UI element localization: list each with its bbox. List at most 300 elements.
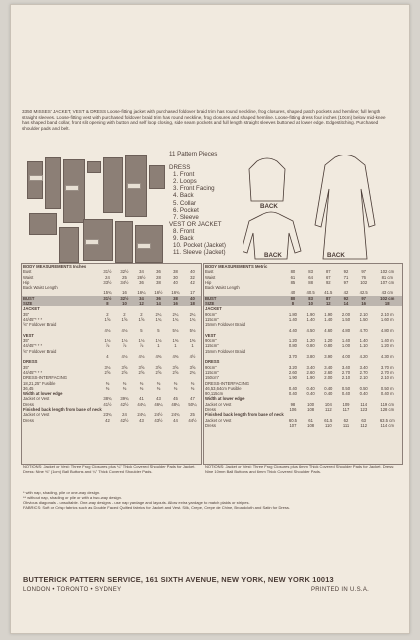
row-value: 3⅝: [155, 364, 162, 370]
row-value: 0.50 m: [380, 385, 394, 391]
row-value: 1¾: [155, 316, 162, 322]
row-value: 18: [373, 301, 402, 306]
row-value: 1.00: [341, 343, 351, 349]
row-value: 2⅝: [121, 369, 128, 375]
row-value: 64: [308, 274, 313, 280]
row-value: ⅜: [105, 385, 110, 391]
section-title: VEST: [23, 332, 34, 338]
row-value: 31½: [99, 296, 116, 301]
row-value: 0.80: [324, 343, 333, 349]
row-label: 90cm": [205, 311, 217, 317]
dress-piece: 3. Front Facing: [173, 185, 215, 193]
dress-back-sketch: [315, 155, 375, 259]
row-label: 115cm": [205, 316, 219, 322]
section-title: DRESS: [205, 359, 220, 365]
row-value: 102 cm: [380, 269, 395, 275]
row-value: 2: [123, 311, 126, 317]
row-value: 4.20: [359, 354, 368, 360]
row-value: 34½: [120, 279, 129, 285]
row-label: 36,45: [23, 385, 34, 391]
row-value: 0.40: [288, 385, 298, 391]
row-label: Dress: [23, 401, 34, 407]
row-label: Back Waist Length: [23, 285, 58, 291]
row-value: 18: [184, 301, 201, 306]
pattern-piece: [149, 165, 165, 189]
row-value: 0.40: [341, 391, 351, 397]
row-value: 3.90: [324, 354, 333, 360]
pattern-piece: [59, 227, 79, 263]
row-value: 42: [190, 279, 195, 285]
table-title: BODY MEASUREMENTS Inches: [23, 264, 87, 269]
row-value: 128 cm: [380, 407, 395, 413]
row-value: 5⅛: [189, 327, 196, 333]
row-value: 87: [319, 296, 337, 301]
row-value: 76: [361, 274, 367, 280]
row-value: 3.40: [341, 364, 351, 370]
row-value: 46¼: [154, 401, 163, 407]
row-value: ⅜: [139, 385, 144, 391]
dress-piece: 1. Front: [173, 171, 195, 179]
notions-metric: NOTIONS: Jacket or Vest: Three Frog Closures plus 6mm Thick Covered Shoulder Pads for Jacket. Dress: Nine 10mm Ball Buttons and 6mm Thick Covered Shoulder Pads.: [205, 464, 395, 474]
row-value: 47: [190, 396, 195, 402]
row-value: 38¾: [103, 396, 112, 402]
row-label: 44/45"* * *: [23, 343, 43, 349]
row-value: 40: [290, 290, 296, 296]
row-value: 4.80 m: [380, 327, 394, 333]
row-value: 2.60: [288, 369, 298, 375]
row-label: 115cm": [205, 343, 219, 349]
row-value: 2.60: [324, 369, 333, 375]
piece-number-tag: [127, 183, 141, 189]
row-value: 119 cm: [380, 401, 394, 407]
row-value: 2: [140, 311, 143, 317]
row-value: 81 cm: [381, 274, 393, 280]
pattern-piece: [115, 221, 133, 263]
row-value: 30: [173, 274, 178, 280]
row-value: 3.70: [288, 354, 298, 360]
pattern-envelope-back: [10, 4, 410, 634]
row-label: 18,21,25" Fusible: [23, 380, 56, 386]
row-value: 3⅛: [104, 364, 111, 370]
pattern-piece: [29, 213, 57, 235]
row-value: 0.80: [288, 343, 298, 349]
row-value: 2.00: [324, 375, 333, 381]
row-value: 2.70 m: [380, 369, 394, 375]
row-value: 1.40: [288, 316, 298, 322]
row-value: 112: [360, 422, 368, 428]
row-value: 97: [343, 279, 349, 285]
row-value: 2¼: [155, 311, 162, 317]
row-value: 16¼: [137, 290, 146, 296]
row-value: 108: [307, 422, 315, 428]
row-value: 40.5: [306, 290, 315, 296]
row-value: 1.40: [341, 338, 351, 344]
row-value: 10: [302, 301, 320, 306]
notions-inches: NOTIONS: Jacket or Vest: Three Frog Closures plus ¼" Thick Covered Shoulder Pads for Jacket. Dress: Nine ⅜" (1cm) Ball Buttons and ¼" Thick Covered Shoulder Pads.: [23, 464, 196, 474]
row-value: ⅜: [105, 380, 110, 386]
row-value: 114: [360, 401, 368, 407]
row-label: 35": [23, 338, 30, 344]
row-value: 4.40: [288, 327, 298, 333]
row-value: 0.40: [288, 391, 298, 397]
row-value: 4⅛: [121, 354, 128, 360]
row-value: 0.50: [359, 385, 368, 391]
row-value: 24: [105, 274, 110, 280]
row-value: 8: [99, 301, 116, 306]
row-value: 2.10: [359, 311, 368, 317]
row-label: SIZE: [204, 301, 284, 306]
row-value: 43 cm: [381, 290, 393, 296]
row-value: 16: [167, 301, 184, 306]
row-value: 1.20: [288, 338, 298, 344]
row-value: 39¾: [120, 396, 129, 402]
row-value: 24½: [154, 412, 163, 418]
inches-table: [21, 263, 202, 465]
table-row: [204, 423, 402, 428]
dress-piece: 6. Pocket: [173, 206, 199, 214]
row-value: 4: [106, 354, 109, 360]
row-value: 16¾: [171, 290, 180, 296]
row-value: 63: [361, 417, 367, 423]
section-title: DRESS: [23, 359, 38, 365]
row-value: ⅜: [190, 385, 195, 391]
row-value: 2.10 m: [380, 375, 394, 381]
row-value: 1.60 m: [380, 316, 394, 322]
piece-number-tag: [137, 243, 151, 249]
row-value: 63.5 cm: [379, 417, 395, 423]
row-value: 2⅝: [104, 369, 111, 375]
row-value: 1.90: [306, 311, 315, 317]
row-value: 50¼: [188, 401, 197, 407]
row-label: 115cm": [205, 369, 219, 375]
row-value: 102 cm: [373, 296, 402, 301]
row-value: 83: [308, 269, 313, 275]
back-label-jacket: BACK: [264, 252, 282, 259]
section-title: Width at lower edge: [205, 396, 245, 402]
row-value: 41: [139, 396, 144, 402]
dress-piece: 2. Loops: [173, 178, 197, 186]
row-value: 3⅝: [189, 364, 196, 370]
row-value: 24: [122, 412, 127, 418]
row-value: 38: [167, 296, 184, 301]
table-row: [22, 418, 201, 423]
footnotes: [23, 491, 399, 511]
row-value: 3.40: [306, 364, 315, 370]
row-value: 3.20: [288, 364, 298, 370]
row-value: 88: [308, 279, 313, 285]
row-value: 3.70 m: [380, 364, 394, 370]
row-value: 87: [325, 269, 331, 275]
row-value: 40: [173, 279, 178, 285]
row-value: 102: [360, 279, 368, 285]
row-label: 35": [23, 364, 30, 370]
row-value: 3⅝: [121, 364, 128, 370]
row-label: Dress: [205, 407, 216, 413]
row-value: 48¼: [171, 401, 180, 407]
back-label-vest: BACK: [260, 203, 278, 210]
row-value: ⅜: [156, 380, 161, 386]
row-value: 1⅜: [189, 338, 196, 344]
row-label: Jacket or Vest: [23, 412, 50, 418]
row-value: 100: [307, 401, 315, 407]
row-value: 1.40: [306, 316, 315, 322]
row-value: 14: [337, 301, 355, 306]
row-value: 107 cm: [380, 279, 395, 285]
row-value: 4½: [189, 354, 196, 360]
row-label: Dress: [205, 422, 216, 428]
row-label: DRESS-INTERFACING: [205, 380, 249, 386]
back-label-dress: BACK: [327, 252, 345, 259]
row-value: 12: [319, 301, 337, 306]
row-value: 36: [150, 296, 167, 301]
vest-piece: 8. Front: [173, 227, 195, 235]
footnote-no-nap: ** without nap, shading or pile or with a two-way design.: [23, 494, 122, 500]
row-value: 42: [105, 417, 110, 423]
row-value: 42: [343, 290, 349, 296]
row-value: 1.90: [306, 375, 315, 381]
company-address: BUTTERICK PATTERN SERVICE, 161 SIXTH AVENUE, NEW YORK, NEW YORK 10013: [23, 575, 334, 584]
row-value: 12: [133, 301, 150, 306]
row-value: 40: [184, 296, 201, 301]
row-value: 71: [343, 274, 349, 280]
row-value: ⅜: [156, 385, 161, 391]
row-value: 1.80: [288, 311, 298, 317]
footnote-diagonals: Obvious diagonals - unsuitable. One-way designs - use nap yardage and layouts. Allow extra yardage to match plaids or stripes.: [23, 499, 250, 505]
row-value: 97: [361, 269, 367, 275]
row-value: 61.5: [324, 417, 333, 423]
row-value: 1¾: [172, 316, 179, 322]
row-value: 4⅛: [104, 327, 111, 333]
row-value: 2.70: [341, 369, 351, 375]
row-value: 80: [284, 296, 302, 301]
row-value: 85: [290, 279, 296, 285]
row-value: 2¼: [189, 311, 196, 317]
row-value: 61: [308, 417, 313, 423]
row-value: 80: [290, 269, 296, 275]
row-label: Bust: [205, 269, 214, 275]
row-label: 46,53,64cm Fusible: [205, 385, 242, 391]
row-label: 90cm": [205, 338, 217, 344]
row-value: 4.80: [341, 327, 351, 333]
row-value: 28: [156, 274, 161, 280]
row-value: 2: [106, 311, 109, 317]
row-value: 26½: [137, 274, 146, 280]
row-label: Back Waist Length: [205, 285, 240, 291]
row-value: 8: [284, 301, 302, 306]
row-value: 45: [173, 396, 178, 402]
row-value: 1⅛: [121, 338, 128, 344]
row-value: 34: [139, 269, 144, 275]
row-label: 44/45"* * *: [23, 369, 43, 375]
row-value: 1⅛: [104, 338, 111, 344]
row-label: Dress: [23, 417, 34, 423]
row-value: 24¼: [137, 412, 146, 418]
row-value: 4.50: [306, 327, 315, 333]
row-value: 17: [190, 290, 195, 296]
row-value: 0.50: [341, 385, 351, 391]
row-label: 35": [23, 311, 30, 317]
row-value: 16: [355, 301, 373, 306]
row-value: 2.10: [359, 375, 368, 381]
row-value: 114 cm: [380, 422, 394, 428]
row-value: 43½: [154, 417, 163, 423]
row-value: 0.40: [324, 385, 333, 391]
row-value: 4.70: [359, 327, 368, 333]
row-label: BUST: [22, 296, 99, 301]
row-label: 90,115cm: [205, 391, 224, 397]
row-value: 1⅜: [172, 338, 179, 344]
row-value: 2⅝: [155, 369, 162, 375]
metric-table: [203, 263, 403, 465]
row-value: 110: [324, 422, 332, 428]
row-value: 1: [174, 343, 177, 349]
row-value: 97: [355, 296, 373, 301]
row-value: 43: [156, 396, 161, 402]
vest-piece: 10. Pocket (Jacket): [173, 242, 226, 250]
vest-piece: 9. Back: [173, 235, 194, 243]
row-value: 0.80: [306, 343, 315, 349]
row-value: 0.40 m: [380, 391, 394, 397]
row-value: 1.50: [359, 316, 368, 322]
row-value: 44¼: [137, 401, 146, 407]
row-value: 44½: [188, 417, 197, 423]
row-value: 16½: [154, 290, 163, 296]
row-value: 1⅛: [138, 338, 145, 344]
row-value: 2¾: [189, 369, 196, 375]
row-label: 15mm Foldover Braid: [205, 348, 246, 354]
row-value: 3⅝: [138, 364, 145, 370]
row-label: Jacket or Vest: [23, 396, 50, 402]
row-label: Jacket or Vest: [205, 417, 232, 423]
pieces-title: 11 Pattern Pieces: [169, 151, 218, 158]
row-label: ⅝" Foldover Braid: [23, 322, 57, 328]
piece-number-tag: [29, 175, 43, 181]
row-value: 67: [325, 274, 331, 280]
row-value: 106: [289, 407, 297, 413]
pattern-piece: [45, 157, 61, 209]
row-value: 38: [156, 279, 161, 285]
row-label: Bust: [23, 269, 32, 275]
row-value: 1.40 m: [380, 338, 394, 344]
row-label: 44/45"* * *: [23, 316, 43, 322]
row-value: 15¾: [103, 290, 112, 296]
table-row: [22, 412, 201, 417]
row-value: 1⅝: [121, 316, 128, 322]
vest-back-sketch: [249, 158, 285, 201]
row-value: 60.5: [288, 417, 298, 423]
row-value: 1¾: [189, 316, 196, 322]
row-label: 90cm": [205, 364, 217, 370]
row-value: 43: [139, 417, 144, 423]
pattern-pieces-list: [169, 151, 249, 256]
row-value: 1⅛: [155, 338, 162, 344]
row-value: 104: [324, 401, 332, 407]
row-label: 15mm Foldover Braid: [205, 322, 246, 328]
dress-header: DRESS: [169, 164, 191, 172]
dress-piece: 7. Sleeve: [173, 213, 199, 221]
row-value: 42½: [120, 401, 129, 407]
row-value: 34: [133, 296, 150, 301]
row-value: 111: [342, 422, 350, 428]
row-label: 150cm": [205, 375, 220, 381]
row-value: 32½: [120, 269, 129, 275]
table-title: BODY MEASUREMENTS Metric: [205, 264, 268, 269]
row-label: Hip: [23, 279, 30, 285]
row-value: 1.40: [359, 338, 368, 344]
row-value: 1.90: [324, 311, 333, 317]
row-value: 1.50: [341, 316, 351, 322]
pattern-description: 3350 MISSES' JACKET, VEST & DRESS Loose-fitting jacket with purchased foldover braid trim has round neckline, frog closures, shaped patch pockets and hemline; full length straight sleeves. Loose-fitting vest with purchased foldover braid trim has round neckline, frog closures and shaped hemline. Loose-fitting dress four inches (10cm) below mid-knee has shaped band collar, front slit opening with button and self loop closing, side seam pockets and full length straight sleeves buttoned at lower edge. Edgestitching. Purchased shoulder pads and belt.: [22, 109, 386, 131]
row-value: 109: [342, 401, 350, 407]
row-value: 4.60: [324, 327, 333, 333]
row-value: 3⅝: [172, 364, 179, 370]
row-value: 2⅝: [172, 369, 179, 375]
piece-number-tag: [65, 185, 79, 191]
row-label: Waist: [23, 274, 34, 280]
row-value: 112: [324, 407, 332, 413]
row-value: ⅜: [139, 380, 144, 386]
row-value: 4⅛: [138, 354, 145, 360]
row-label: Jacket or Vest: [205, 401, 232, 407]
pattern-piece: [63, 159, 85, 223]
row-value: ⅜: [190, 380, 195, 386]
pattern-piece: [103, 157, 123, 213]
row-value: ⅜: [173, 385, 178, 391]
row-value: 1: [191, 343, 194, 349]
row-value: ⅞: [139, 343, 144, 349]
row-value: 10: [116, 301, 133, 306]
row-value: ⅞: [105, 343, 110, 349]
row-value: 2.00: [341, 311, 351, 317]
vest-header: VEST OR JACKET: [169, 220, 222, 228]
row-value: 24¾: [171, 412, 180, 418]
row-value: 4.30 m: [380, 354, 394, 360]
row-label: ⅝" Foldover Braid: [23, 348, 57, 354]
table-row: [22, 396, 201, 401]
row-value: 4⅜: [155, 354, 162, 360]
row-value: 92: [343, 269, 349, 275]
pattern-pieces-diagram: [25, 155, 167, 265]
row-value: 62: [343, 417, 349, 423]
footnote-nap: * with nap, shading, pile or one-way design.: [23, 490, 101, 495]
pattern-piece: [87, 161, 101, 173]
row-value: 44: [173, 417, 178, 423]
row-value: 0.40: [324, 391, 333, 397]
row-value: 2.70: [359, 369, 368, 375]
row-value: 117: [342, 407, 350, 413]
row-value: 41½: [103, 401, 112, 407]
row-value: 1.20: [306, 338, 315, 344]
section-title: JACKET: [23, 306, 40, 312]
row-value: 4.00: [341, 354, 351, 360]
row-value: 123: [360, 407, 368, 413]
row-value: 32½: [116, 296, 133, 301]
row-value: 25: [122, 274, 127, 280]
row-value: 4⅜: [172, 354, 179, 360]
row-value: ⅜: [173, 380, 178, 386]
row-value: ⅞: [122, 343, 127, 349]
row-value: 3.40: [324, 364, 333, 370]
section-title: Width at lower edge: [23, 391, 63, 397]
row-value: 31½: [103, 269, 112, 275]
row-value: 42.5: [359, 290, 368, 296]
row-value: 40: [190, 269, 195, 275]
row-value: 16: [122, 290, 127, 296]
row-value: 1.40: [324, 316, 333, 322]
row-value: 0.40: [306, 385, 315, 391]
row-value: 3.40: [359, 364, 368, 370]
row-value: 32: [190, 274, 195, 280]
